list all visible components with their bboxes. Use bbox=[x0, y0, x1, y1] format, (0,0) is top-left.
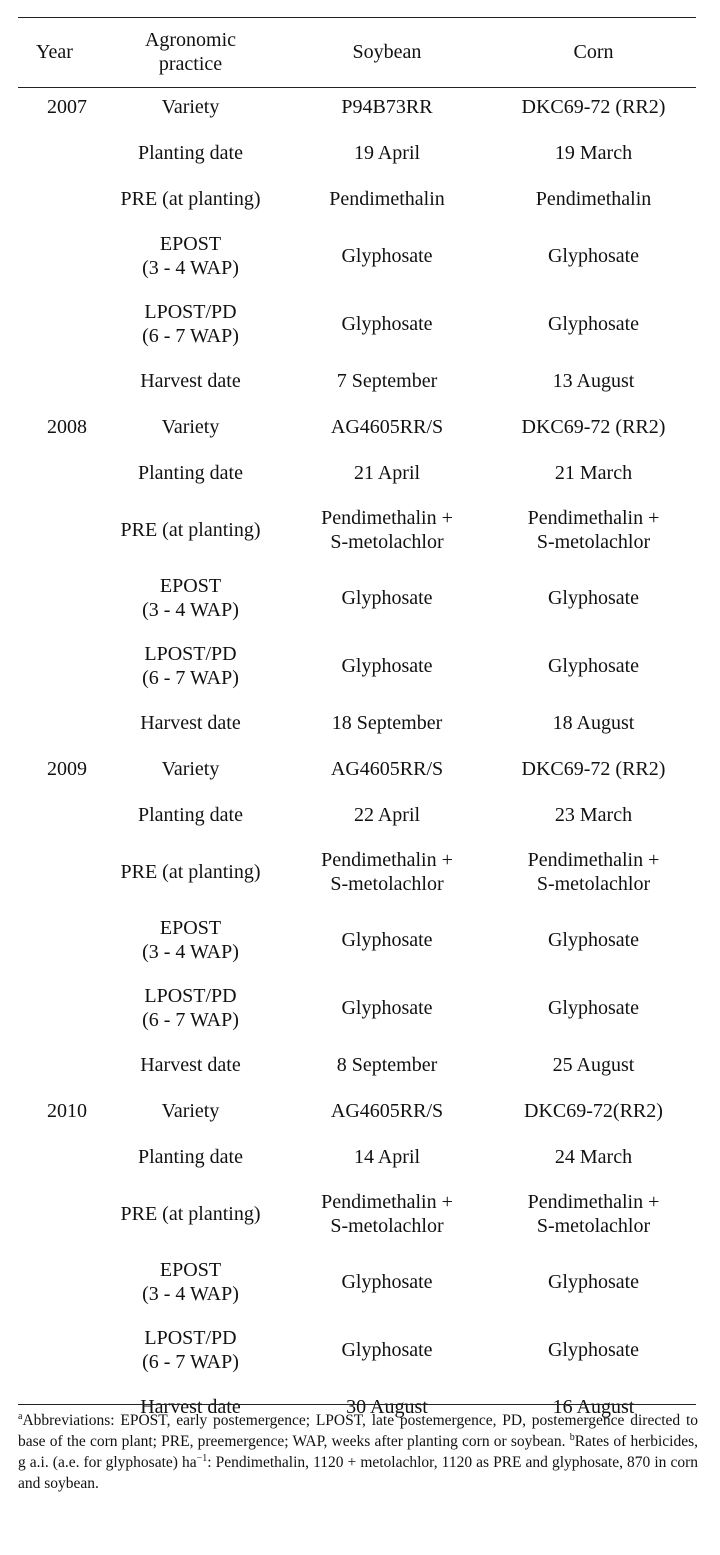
cell-corn: Glyphosate bbox=[547, 313, 640, 335]
cell-year bbox=[18, 290, 98, 358]
cell-corn: Pendimethalin + S-metolachlor bbox=[527, 1191, 660, 1237]
cell-year: 2007 bbox=[47, 96, 87, 118]
cell-corn: DKC69-72 (RR2) bbox=[521, 416, 666, 438]
table-row bbox=[18, 746, 696, 792]
cell-year bbox=[18, 838, 98, 906]
cell-practice: PRE (at planting) bbox=[120, 861, 261, 883]
cell-year bbox=[18, 1042, 98, 1088]
cell-practice: Harvest date bbox=[140, 1396, 241, 1418]
cell-practice: Harvest date bbox=[140, 712, 241, 734]
cell-corn: Glyphosate bbox=[547, 1271, 640, 1293]
footnote-mark-b: b bbox=[569, 1431, 575, 1443]
header-corn: Corn bbox=[573, 41, 614, 63]
table-row bbox=[18, 700, 696, 746]
cell-year bbox=[18, 1134, 98, 1180]
cell-practice: Variety bbox=[161, 416, 220, 438]
cell-practice: EPOST (3 - 4 WAP) bbox=[142, 233, 239, 279]
cell-practice: PRE (at planting) bbox=[120, 519, 261, 541]
cell-year bbox=[18, 564, 98, 632]
cell-soybean: 30 August bbox=[346, 1396, 428, 1418]
cell-corn: 21 March bbox=[554, 462, 633, 484]
footnote-text-a: Abbreviations: EPOST, early postemergence; LPOST, late postemergence, PD, postemergence directed to base of the corn plant; PRE, preemergence; WAP, weeks after planting corn or soybean. bbox=[18, 1412, 698, 1450]
cell-practice: PRE (at planting) bbox=[120, 188, 261, 210]
cell-corn: Glyphosate bbox=[547, 587, 640, 609]
cell-practice: EPOST (3 - 4 WAP) bbox=[142, 917, 239, 963]
footnote-text-b2: : Pendimethalin, 1120 + metolachlor, 1120 as PRE and glyphosate, 870 in corn and soybean. bbox=[18, 1454, 698, 1492]
cell-year bbox=[18, 496, 98, 564]
cell-corn: Glyphosate bbox=[547, 997, 640, 1019]
cell-practice: EPOST (3 - 4 WAP) bbox=[142, 575, 239, 621]
table-row bbox=[18, 564, 696, 632]
header-year: Year bbox=[36, 41, 73, 63]
cell-soybean: 18 September bbox=[331, 712, 443, 734]
cell-soybean: AG4605RR/S bbox=[330, 1100, 444, 1122]
cell-soybean: Glyphosate bbox=[341, 587, 433, 609]
cell-practice: LPOST/PD (6 - 7 WAP) bbox=[142, 643, 239, 689]
cell-soybean: 14 April bbox=[353, 1146, 421, 1168]
footnote-text-b1: Rates of herbicides, g a.i. (a.e. for glyphosate) ha bbox=[18, 1433, 699, 1471]
cell-soybean: Glyphosate bbox=[341, 655, 433, 677]
cell-corn: 25 August bbox=[552, 1054, 635, 1076]
table-top-rule bbox=[18, 17, 696, 18]
cell-corn: 19 March bbox=[554, 142, 633, 164]
table-row bbox=[18, 906, 696, 974]
table-header bbox=[18, 20, 696, 84]
cell-year bbox=[18, 1248, 98, 1316]
cell-corn: 23 March bbox=[554, 804, 633, 826]
cell-soybean: Pendimethalin bbox=[329, 188, 445, 210]
cell-practice: Harvest date bbox=[140, 1054, 241, 1076]
header-practice: Agronomic practice bbox=[144, 29, 237, 75]
table-row bbox=[18, 130, 696, 176]
table-footnote bbox=[18, 1410, 698, 1494]
table-row bbox=[18, 1134, 696, 1180]
cell-soybean: 22 April bbox=[353, 804, 421, 826]
cell-practice: Planting date bbox=[138, 804, 243, 826]
cell-soybean: AG4605RR/S bbox=[330, 758, 444, 780]
cell-corn: 16 August bbox=[552, 1396, 635, 1418]
cell-year bbox=[18, 974, 98, 1042]
table-row bbox=[18, 1042, 696, 1088]
cell-year: 2008 bbox=[47, 416, 87, 438]
cell-year bbox=[18, 358, 98, 404]
table-row bbox=[18, 222, 696, 290]
cell-soybean: 8 September bbox=[336, 1054, 438, 1076]
cell-year bbox=[18, 176, 98, 222]
cell-corn: Glyphosate bbox=[547, 655, 640, 677]
table-bottom-rule bbox=[18, 1404, 696, 1405]
table-row bbox=[18, 290, 696, 358]
cell-corn: Pendimethalin + S-metolachlor bbox=[527, 849, 660, 895]
cell-soybean: 7 September bbox=[336, 370, 438, 392]
cell-corn: Pendimethalin + S-metolachlor bbox=[527, 507, 660, 553]
cell-corn: 24 March bbox=[554, 1146, 633, 1168]
cell-corn: Glyphosate bbox=[547, 1339, 640, 1361]
cell-corn: DKC69-72 (RR2) bbox=[521, 758, 666, 780]
table-row bbox=[18, 792, 696, 838]
cell-corn: DKC69-72(RR2) bbox=[524, 1100, 663, 1122]
cell-practice: Variety bbox=[161, 96, 220, 118]
cell-soybean: 19 April bbox=[353, 142, 421, 164]
cell-year bbox=[18, 700, 98, 746]
cell-corn: 13 August bbox=[552, 370, 635, 392]
cell-year bbox=[18, 130, 98, 176]
table-row bbox=[18, 974, 696, 1042]
footnote-exponent: −1 bbox=[196, 1452, 208, 1464]
cell-practice: PRE (at planting) bbox=[120, 1203, 261, 1225]
cell-practice: Harvest date bbox=[140, 370, 241, 392]
cell-soybean: Glyphosate bbox=[341, 997, 433, 1019]
table-row bbox=[18, 496, 696, 564]
cell-practice: Variety bbox=[161, 758, 220, 780]
cell-practice: Planting date bbox=[138, 142, 243, 164]
table-row bbox=[18, 1248, 696, 1316]
cell-year: 2009 bbox=[47, 758, 87, 780]
cell-soybean: Glyphosate bbox=[341, 313, 433, 335]
table-row bbox=[18, 358, 696, 404]
cell-soybean: Glyphosate bbox=[341, 1271, 433, 1293]
table-row bbox=[18, 176, 696, 222]
table-row bbox=[18, 632, 696, 700]
cell-practice: Planting date bbox=[138, 462, 243, 484]
cell-corn: Glyphosate bbox=[547, 245, 640, 267]
cell-corn: Glyphosate bbox=[547, 929, 640, 951]
cell-practice: Planting date bbox=[138, 1146, 243, 1168]
table-row bbox=[18, 838, 696, 906]
cell-practice: LPOST/PD (6 - 7 WAP) bbox=[142, 301, 239, 347]
cell-soybean: Glyphosate bbox=[341, 929, 433, 951]
table-row bbox=[18, 84, 696, 130]
table-row bbox=[18, 404, 696, 450]
cell-year bbox=[18, 222, 98, 290]
footnote-mark-a: a bbox=[18, 1410, 23, 1422]
cell-soybean: Glyphosate bbox=[341, 245, 433, 267]
cell-soybean: Pendimethalin + S-metolachlor bbox=[321, 1191, 453, 1237]
cell-year bbox=[18, 1316, 98, 1384]
table-row bbox=[18, 450, 696, 496]
cell-practice: EPOST (3 - 4 WAP) bbox=[142, 1259, 239, 1305]
cell-year bbox=[18, 1180, 98, 1248]
cell-practice: LPOST/PD (6 - 7 WAP) bbox=[142, 1327, 239, 1373]
table-row bbox=[18, 1180, 696, 1248]
cell-corn: Pendimethalin bbox=[535, 188, 652, 210]
cell-soybean: 21 April bbox=[353, 462, 421, 484]
cell-year bbox=[18, 632, 98, 700]
cell-soybean: AG4605RR/S bbox=[330, 416, 444, 438]
header-soybean: Soybean bbox=[352, 41, 422, 63]
cell-year bbox=[18, 450, 98, 496]
cell-soybean: P94B73RR bbox=[341, 96, 433, 118]
cell-year: 2010 bbox=[47, 1100, 87, 1122]
cell-practice: LPOST/PD (6 - 7 WAP) bbox=[142, 985, 239, 1031]
cell-soybean: Pendimethalin + S-metolachlor bbox=[321, 507, 453, 553]
cell-year bbox=[18, 906, 98, 974]
cell-soybean: Glyphosate bbox=[341, 1339, 433, 1361]
table-row bbox=[18, 1088, 696, 1134]
cell-practice: Variety bbox=[161, 1100, 220, 1122]
cell-corn: 18 August bbox=[552, 712, 635, 734]
table-row bbox=[18, 1316, 696, 1384]
cell-corn: DKC69-72 (RR2) bbox=[521, 96, 666, 118]
cell-soybean: Pendimethalin + S-metolachlor bbox=[321, 849, 453, 895]
cell-year bbox=[18, 792, 98, 838]
